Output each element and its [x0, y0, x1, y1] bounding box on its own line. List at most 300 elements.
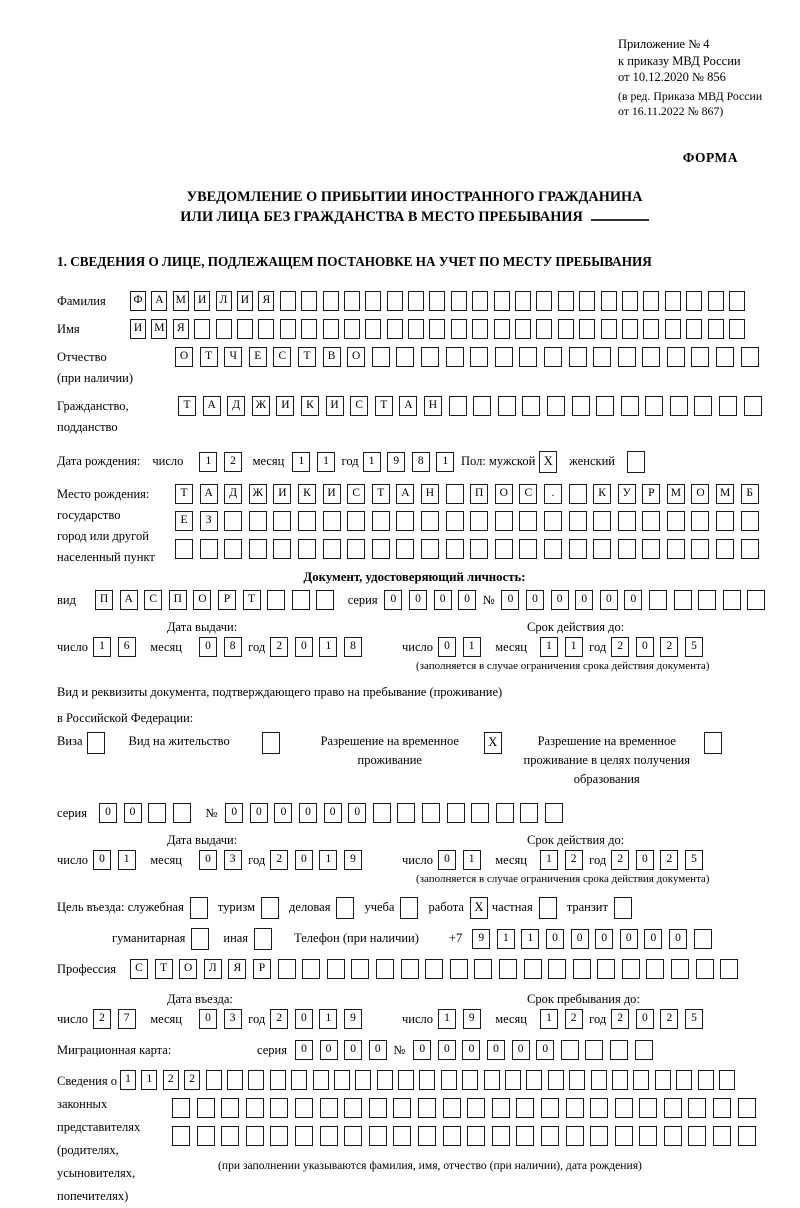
char-cell[interactable]: Ж: [249, 484, 267, 504]
char-cell[interactable]: [573, 959, 591, 979]
char-cell[interactable]: 0: [536, 1040, 554, 1060]
char-cell[interactable]: [643, 319, 659, 339]
char-cell[interactable]: [618, 539, 636, 559]
char-cell[interactable]: [691, 511, 709, 531]
char-cell[interactable]: 1: [540, 850, 558, 870]
char-cell[interactable]: [713, 1098, 731, 1118]
char-cell[interactable]: [429, 319, 445, 339]
char-cell[interactable]: С: [350, 396, 368, 416]
char-cell[interactable]: [696, 959, 714, 979]
char-cell[interactable]: [344, 1126, 362, 1146]
char-cell[interactable]: [396, 539, 414, 559]
char-cell[interactable]: [585, 1040, 603, 1060]
char-cell[interactable]: 0: [295, 1009, 313, 1029]
char-cell[interactable]: [723, 590, 741, 610]
char-cell[interactable]: [419, 1070, 435, 1090]
char-cell[interactable]: А: [120, 590, 138, 610]
char-cell[interactable]: И: [276, 396, 294, 416]
char-cell[interactable]: [206, 1070, 222, 1090]
char-cell[interactable]: З: [200, 511, 218, 531]
char-cell[interactable]: [377, 1070, 393, 1090]
char-cell[interactable]: [558, 291, 574, 311]
char-cell[interactable]: [449, 396, 467, 416]
char-cell[interactable]: [569, 511, 587, 531]
char-cell[interactable]: [698, 590, 716, 610]
char-cell[interactable]: [273, 539, 291, 559]
char-cell[interactable]: О: [175, 347, 193, 367]
char-cell[interactable]: 1: [319, 850, 337, 870]
char-cell[interactable]: 0: [575, 590, 593, 610]
char-cell[interactable]: 9: [344, 1009, 362, 1029]
char-cell[interactable]: [520, 803, 538, 823]
char-cell[interactable]: [544, 347, 562, 367]
char-cell[interactable]: [451, 291, 467, 311]
char-cell[interactable]: Л: [216, 291, 232, 311]
char-cell[interactable]: П: [470, 484, 488, 504]
char-cell[interactable]: [505, 1070, 521, 1090]
char-cell[interactable]: И: [194, 291, 210, 311]
char-cell[interactable]: [670, 396, 688, 416]
char-cell[interactable]: [365, 319, 381, 339]
char-cell[interactable]: [622, 291, 638, 311]
char-cell[interactable]: [450, 959, 468, 979]
char-cell[interactable]: [148, 803, 166, 823]
char-cell[interactable]: А: [203, 396, 221, 416]
char-cell[interactable]: [221, 1098, 239, 1118]
char-cell[interactable]: [471, 803, 489, 823]
char-cell[interactable]: [441, 1070, 457, 1090]
char-cell[interactable]: [320, 1098, 338, 1118]
char-cell[interactable]: [273, 511, 291, 531]
char-cell[interactable]: [686, 291, 702, 311]
char-cell[interactable]: М: [173, 291, 189, 311]
char-cell[interactable]: 9: [387, 452, 405, 472]
char-cell[interactable]: [372, 347, 390, 367]
char-cell[interactable]: [569, 484, 587, 504]
char-cell[interactable]: А: [151, 291, 167, 311]
char-cell[interactable]: [561, 1040, 579, 1060]
char-cell[interactable]: [744, 396, 762, 416]
char-cell[interactable]: [237, 319, 253, 339]
char-cell[interactable]: 0: [295, 1040, 313, 1060]
char-cell[interactable]: Р: [218, 590, 236, 610]
char-cell[interactable]: П: [169, 590, 187, 610]
char-cell[interactable]: 0: [384, 590, 402, 610]
char-cell[interactable]: [197, 1098, 215, 1118]
char-cell[interactable]: 2: [270, 637, 288, 657]
char-cell[interactable]: [344, 319, 360, 339]
char-cell[interactable]: 2: [224, 452, 242, 472]
char-cell[interactable]: 1: [436, 452, 454, 472]
char-cell[interactable]: [470, 511, 488, 531]
char-cell[interactable]: [173, 803, 191, 823]
purpose-other-checkbox[interactable]: [254, 928, 272, 950]
char-cell[interactable]: [719, 396, 737, 416]
char-cell[interactable]: [738, 1098, 756, 1118]
purpose-work-checkbox[interactable]: X: [470, 897, 488, 919]
char-cell[interactable]: [674, 590, 692, 610]
char-cell[interactable]: [621, 396, 639, 416]
char-cell[interactable]: [569, 539, 587, 559]
char-cell[interactable]: С: [273, 347, 291, 367]
char-cell[interactable]: [601, 291, 617, 311]
char-cell[interactable]: [295, 1098, 313, 1118]
char-cell[interactable]: [351, 959, 369, 979]
char-cell[interactable]: 0: [595, 929, 613, 949]
char-cell[interactable]: [671, 959, 689, 979]
char-cell[interactable]: [720, 959, 738, 979]
char-cell[interactable]: 0: [295, 637, 313, 657]
char-cell[interactable]: [258, 319, 274, 339]
purpose-study-checkbox[interactable]: [400, 897, 418, 919]
char-cell[interactable]: 9: [463, 1009, 481, 1029]
char-cell[interactable]: А: [200, 484, 218, 504]
char-cell[interactable]: Н: [421, 484, 439, 504]
char-cell[interactable]: [664, 1126, 682, 1146]
char-cell[interactable]: [572, 396, 590, 416]
char-cell[interactable]: 2: [565, 850, 583, 870]
char-cell[interactable]: 0: [636, 1009, 654, 1029]
char-cell[interactable]: [446, 511, 464, 531]
char-cell[interactable]: [421, 347, 439, 367]
char-cell[interactable]: [474, 959, 492, 979]
char-cell[interactable]: О: [347, 347, 365, 367]
char-cell[interactable]: [545, 803, 563, 823]
char-cell[interactable]: 1: [93, 637, 111, 657]
char-cell[interactable]: [334, 1070, 350, 1090]
char-cell[interactable]: [344, 291, 360, 311]
char-cell[interactable]: 1: [317, 452, 335, 472]
char-cell[interactable]: 9: [344, 850, 362, 870]
char-cell[interactable]: [642, 539, 660, 559]
char-cell[interactable]: [729, 319, 745, 339]
char-cell[interactable]: [688, 1098, 706, 1118]
char-cell[interactable]: 8: [224, 637, 242, 657]
char-cell[interactable]: 6: [118, 637, 136, 657]
char-cell[interactable]: [526, 1070, 542, 1090]
char-cell[interactable]: [447, 803, 465, 823]
char-cell[interactable]: 0: [93, 850, 111, 870]
char-cell[interactable]: [200, 539, 218, 559]
char-cell[interactable]: 1: [141, 1070, 157, 1090]
char-cell[interactable]: 0: [413, 1040, 431, 1060]
char-cell[interactable]: [301, 319, 317, 339]
char-cell[interactable]: [596, 396, 614, 416]
char-cell[interactable]: Ж: [252, 396, 270, 416]
char-cell[interactable]: 2: [565, 1009, 583, 1029]
char-cell[interactable]: 0: [644, 929, 662, 949]
char-cell[interactable]: [665, 291, 681, 311]
char-cell[interactable]: [418, 1098, 436, 1118]
purpose-transit-checkbox[interactable]: [614, 897, 632, 919]
char-cell[interactable]: [665, 319, 681, 339]
char-cell[interactable]: [698, 1070, 714, 1090]
char-cell[interactable]: [645, 396, 663, 416]
char-cell[interactable]: 3: [224, 1009, 242, 1029]
char-cell[interactable]: 5: [685, 850, 703, 870]
char-cell[interactable]: [425, 959, 443, 979]
char-cell[interactable]: [484, 1070, 500, 1090]
char-cell[interactable]: П: [95, 590, 113, 610]
char-cell[interactable]: [499, 959, 517, 979]
char-cell[interactable]: [298, 539, 316, 559]
char-cell[interactable]: [519, 539, 537, 559]
char-cell[interactable]: [691, 347, 709, 367]
char-cell[interactable]: [467, 1126, 485, 1146]
char-cell[interactable]: [323, 291, 339, 311]
char-cell[interactable]: [472, 319, 488, 339]
char-cell[interactable]: [365, 291, 381, 311]
char-cell[interactable]: [397, 803, 415, 823]
char-cell[interactable]: [387, 319, 403, 339]
char-cell[interactable]: Ф: [130, 291, 146, 311]
char-cell[interactable]: [646, 959, 664, 979]
char-cell[interactable]: [612, 1070, 628, 1090]
char-cell[interactable]: [270, 1070, 286, 1090]
char-cell[interactable]: 0: [458, 590, 476, 610]
char-cell[interactable]: [579, 319, 595, 339]
char-cell[interactable]: [197, 1126, 215, 1146]
char-cell[interactable]: [194, 319, 210, 339]
char-cell[interactable]: [541, 1098, 559, 1118]
purpose-private-checkbox[interactable]: [539, 897, 557, 919]
char-cell[interactable]: [664, 1098, 682, 1118]
char-cell[interactable]: О: [691, 484, 709, 504]
char-cell[interactable]: 2: [184, 1070, 200, 1090]
char-cell[interactable]: И: [273, 484, 291, 504]
char-cell[interactable]: [393, 1126, 411, 1146]
char-cell[interactable]: К: [298, 484, 316, 504]
char-cell[interactable]: 0: [199, 1009, 217, 1029]
char-cell[interactable]: [541, 1126, 559, 1146]
char-cell[interactable]: 0: [438, 637, 456, 657]
char-cell[interactable]: [524, 959, 542, 979]
char-cell[interactable]: [655, 1070, 671, 1090]
char-cell[interactable]: 2: [611, 637, 629, 657]
char-cell[interactable]: 2: [163, 1070, 179, 1090]
char-cell[interactable]: 1: [463, 850, 481, 870]
char-cell[interactable]: Я: [258, 291, 274, 311]
char-cell[interactable]: [688, 1126, 706, 1146]
char-cell[interactable]: [295, 1126, 313, 1146]
char-cell[interactable]: [566, 1126, 584, 1146]
char-cell[interactable]: [610, 1040, 628, 1060]
char-cell[interactable]: 0: [124, 803, 142, 823]
char-cell[interactable]: [597, 959, 615, 979]
char-cell[interactable]: С: [130, 959, 148, 979]
char-cell[interactable]: Т: [175, 484, 193, 504]
char-cell[interactable]: [249, 511, 267, 531]
char-cell[interactable]: [548, 959, 566, 979]
char-cell[interactable]: [694, 396, 712, 416]
char-cell[interactable]: [522, 396, 540, 416]
char-cell[interactable]: [547, 396, 565, 416]
char-cell[interactable]: 1: [118, 850, 136, 870]
char-cell[interactable]: [451, 319, 467, 339]
char-cell[interactable]: [421, 511, 439, 531]
char-cell[interactable]: [396, 347, 414, 367]
char-cell[interactable]: 1: [540, 1009, 558, 1029]
char-cell[interactable]: 2: [611, 1009, 629, 1029]
char-cell[interactable]: 0: [636, 850, 654, 870]
char-cell[interactable]: [713, 1126, 731, 1146]
char-cell[interactable]: [519, 347, 537, 367]
char-cell[interactable]: [741, 511, 759, 531]
char-cell[interactable]: 8: [412, 452, 430, 472]
char-cell[interactable]: 0: [620, 929, 638, 949]
char-cell[interactable]: [495, 347, 513, 367]
char-cell[interactable]: [622, 959, 640, 979]
char-cell[interactable]: [446, 539, 464, 559]
char-cell[interactable]: [686, 319, 702, 339]
char-cell[interactable]: 1: [497, 929, 515, 949]
char-cell[interactable]: [347, 511, 365, 531]
char-cell[interactable]: Е: [249, 347, 267, 367]
char-cell[interactable]: [172, 1126, 190, 1146]
char-cell[interactable]: 0: [624, 590, 642, 610]
char-cell[interactable]: 2: [660, 850, 678, 870]
char-cell[interactable]: [590, 1126, 608, 1146]
char-cell[interactable]: [579, 291, 595, 311]
char-cell[interactable]: Д: [224, 484, 242, 504]
char-cell[interactable]: [593, 539, 611, 559]
char-cell[interactable]: [643, 291, 659, 311]
purpose-business-checkbox[interactable]: [336, 897, 354, 919]
char-cell[interactable]: [172, 1098, 190, 1118]
char-cell[interactable]: 0: [99, 803, 117, 823]
char-cell[interactable]: [462, 1070, 478, 1090]
char-cell[interactable]: Р: [253, 959, 271, 979]
char-cell[interactable]: [536, 291, 552, 311]
char-cell[interactable]: 3: [224, 850, 242, 870]
char-cell[interactable]: [246, 1126, 264, 1146]
char-cell[interactable]: 0: [462, 1040, 480, 1060]
char-cell[interactable]: [566, 1098, 584, 1118]
char-cell[interactable]: [373, 803, 391, 823]
char-cell[interactable]: [467, 1098, 485, 1118]
char-cell[interactable]: 0: [295, 850, 313, 870]
char-cell[interactable]: 1: [540, 637, 558, 657]
char-cell[interactable]: [327, 959, 345, 979]
char-cell[interactable]: Т: [178, 396, 196, 416]
char-cell[interactable]: [495, 539, 513, 559]
char-cell[interactable]: 0: [438, 1040, 456, 1060]
char-cell[interactable]: М: [151, 319, 167, 339]
char-cell[interactable]: [175, 539, 193, 559]
char-cell[interactable]: [398, 1070, 414, 1090]
char-cell[interactable]: [716, 511, 734, 531]
char-cell[interactable]: И: [237, 291, 253, 311]
char-cell[interactable]: 1: [120, 1070, 136, 1090]
char-cell[interactable]: Ч: [224, 347, 242, 367]
char-cell[interactable]: [495, 511, 513, 531]
char-cell[interactable]: [473, 396, 491, 416]
char-cell[interactable]: [301, 291, 317, 311]
sex-male-checkbox[interactable]: X: [539, 451, 557, 473]
char-cell[interactable]: [302, 959, 320, 979]
residence-permit-checkbox[interactable]: [262, 732, 280, 754]
char-cell[interactable]: [716, 539, 734, 559]
char-cell[interactable]: [569, 347, 587, 367]
char-cell[interactable]: [569, 1070, 585, 1090]
purpose-tourism-checkbox[interactable]: [261, 897, 279, 919]
char-cell[interactable]: У: [618, 484, 636, 504]
char-cell[interactable]: Р: [642, 484, 660, 504]
char-cell[interactable]: А: [399, 396, 417, 416]
char-cell[interactable]: 0: [199, 850, 217, 870]
char-cell[interactable]: [492, 1098, 510, 1118]
char-cell[interactable]: [494, 319, 510, 339]
char-cell[interactable]: [278, 959, 296, 979]
char-cell[interactable]: [446, 347, 464, 367]
char-cell[interactable]: 0: [409, 590, 427, 610]
char-cell[interactable]: [470, 347, 488, 367]
char-cell[interactable]: Т: [298, 347, 316, 367]
char-cell[interactable]: 1: [438, 1009, 456, 1029]
char-cell[interactable]: [544, 539, 562, 559]
char-cell[interactable]: [344, 1098, 362, 1118]
char-cell[interactable]: [267, 590, 285, 610]
char-cell[interactable]: [515, 319, 531, 339]
char-cell[interactable]: [443, 1098, 461, 1118]
char-cell[interactable]: 0: [512, 1040, 530, 1060]
char-cell[interactable]: 5: [685, 637, 703, 657]
char-cell[interactable]: [249, 539, 267, 559]
char-cell[interactable]: [270, 1098, 288, 1118]
char-cell[interactable]: И: [326, 396, 344, 416]
char-cell[interactable]: [369, 1098, 387, 1118]
char-cell[interactable]: 8: [344, 637, 362, 657]
sex-female-checkbox[interactable]: [627, 451, 645, 473]
char-cell[interactable]: [741, 347, 759, 367]
char-cell[interactable]: [408, 319, 424, 339]
char-cell[interactable]: [615, 1126, 633, 1146]
purpose-official-checkbox[interactable]: [190, 897, 208, 919]
char-cell[interactable]: [347, 539, 365, 559]
char-cell[interactable]: [494, 291, 510, 311]
char-cell[interactable]: 0: [250, 803, 268, 823]
char-cell[interactable]: [323, 319, 339, 339]
char-cell[interactable]: Я: [228, 959, 246, 979]
char-cell[interactable]: [246, 1098, 264, 1118]
char-cell[interactable]: А: [396, 484, 414, 504]
char-cell[interactable]: [323, 511, 341, 531]
char-cell[interactable]: Б: [741, 484, 759, 504]
char-cell[interactable]: 2: [93, 1009, 111, 1029]
char-cell[interactable]: [642, 511, 660, 531]
char-cell[interactable]: [472, 291, 488, 311]
char-cell[interactable]: [635, 1040, 653, 1060]
char-cell[interactable]: [716, 347, 734, 367]
char-cell[interactable]: 0: [526, 590, 544, 610]
char-cell[interactable]: Т: [200, 347, 218, 367]
char-cell[interactable]: [633, 1070, 649, 1090]
char-cell[interactable]: [216, 319, 232, 339]
char-cell[interactable]: [291, 1070, 307, 1090]
char-cell[interactable]: [601, 319, 617, 339]
char-cell[interactable]: [227, 1070, 243, 1090]
char-cell[interactable]: [372, 539, 390, 559]
char-cell[interactable]: Н: [424, 396, 442, 416]
char-cell[interactable]: 0: [274, 803, 292, 823]
char-cell[interactable]: 2: [270, 1009, 288, 1029]
char-cell[interactable]: 1: [463, 637, 481, 657]
char-cell[interactable]: [443, 1126, 461, 1146]
char-cell[interactable]: [355, 1070, 371, 1090]
char-cell[interactable]: [708, 319, 724, 339]
char-cell[interactable]: 1: [319, 1009, 337, 1029]
char-cell[interactable]: 0: [369, 1040, 387, 1060]
